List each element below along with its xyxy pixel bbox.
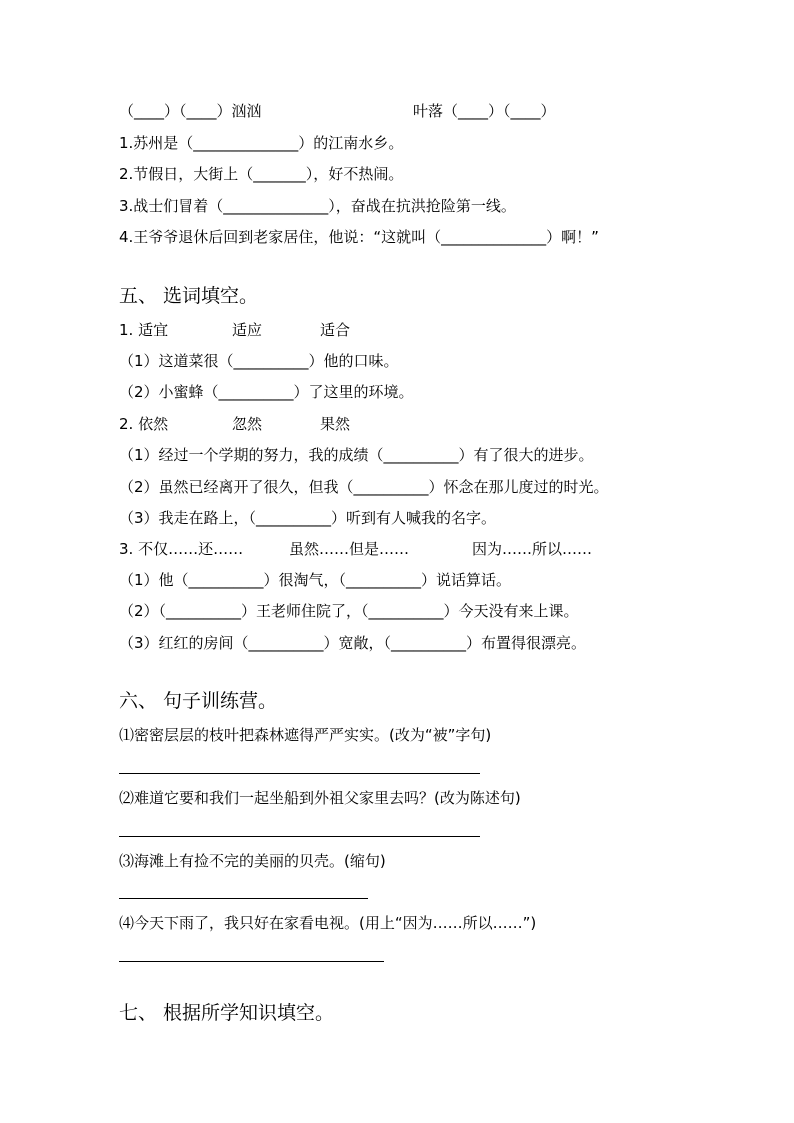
- fill-blank-idiom-left: （____）（____）汹汹: [119, 102, 262, 120]
- group-3-item-3: （3）红红的房间（__________）宽敞，（__________）布置得很漂亮。: [119, 634, 587, 652]
- word-choice-2a: 2. 依然: [119, 415, 169, 433]
- group-3-item-1: （1）他（__________）很淘气，（__________）说话算话。: [119, 571, 512, 589]
- group-3-item-2: （2）（__________）王老师住院了，（__________）今天没有来上课。: [119, 602, 579, 620]
- section-7-heading: 七、 根据所学知识填空。: [119, 1002, 335, 1024]
- word-choice-1b: 适应: [232, 321, 263, 339]
- idiom-item-3: 3.战士们冒着（______________），奋战在抗洪抢险第一线。: [119, 197, 516, 215]
- group-2-item-3: （3）我走在路上，（__________）听到有人喊我的名字。: [119, 509, 497, 527]
- idiom-item-2: 2.节假日，大街上（_______），好不热闹。: [119, 165, 404, 183]
- idiom-item-1: 1.苏州是（______________）的江南水乡。: [119, 134, 404, 152]
- word-choice-3a: 3. 不仅……还……: [119, 540, 244, 558]
- sentence-task-2: ⑵难道它要和我们一起坐船到外祖父家里去吗？(改为陈述句): [119, 789, 521, 807]
- word-choice-2b: 忽然: [232, 415, 263, 433]
- sentence-task-1: ⑴密密层层的枝叶把森林遮得严严实实。(改为“被”字句): [119, 726, 492, 744]
- section-5-heading: 五、 选词填空。: [119, 285, 259, 307]
- sentence-task-4: ⑷今天下雨了，我只好在家看电视。(用上“因为……所以……”): [119, 914, 537, 932]
- group-2-item-1: （1）经过一个学期的努力，我的成绩（__________）有了很大的进步。: [119, 446, 594, 464]
- answer-line-4[interactable]: [119, 961, 384, 962]
- word-choice-2c: 果然: [320, 415, 351, 433]
- answer-line-3[interactable]: [119, 898, 368, 899]
- answer-line-2[interactable]: [119, 836, 480, 837]
- word-choice-1a: 1. 适宜: [119, 321, 169, 339]
- group-1-item-1: （1）这道菜很（__________）他的口味。: [119, 352, 399, 370]
- idiom-item-4: 4.王爷爷退休后回到老家居住，他说：“这就叫（______________）啊！”: [119, 228, 599, 246]
- group-2-item-2: （2）虽然已经离开了很久，但我（__________）怀念在那儿度过的时光。: [119, 478, 609, 496]
- section-6-heading: 六、 句子训练营。: [119, 690, 278, 712]
- sentence-task-3: ⑶海滩上有捡不完的美丽的贝壳。(缩句): [119, 852, 386, 870]
- fill-blank-idiom-right: 叶落（____）（____）: [413, 102, 556, 120]
- word-choice-3b: 虽然……但是……: [289, 540, 410, 558]
- answer-line-1[interactable]: [119, 773, 480, 774]
- group-1-item-2: （2）小蜜蜂（__________）了这里的环境。: [119, 383, 414, 401]
- word-choice-3c: 因为……所以……: [472, 540, 593, 558]
- word-choice-1c: 适合: [320, 321, 351, 339]
